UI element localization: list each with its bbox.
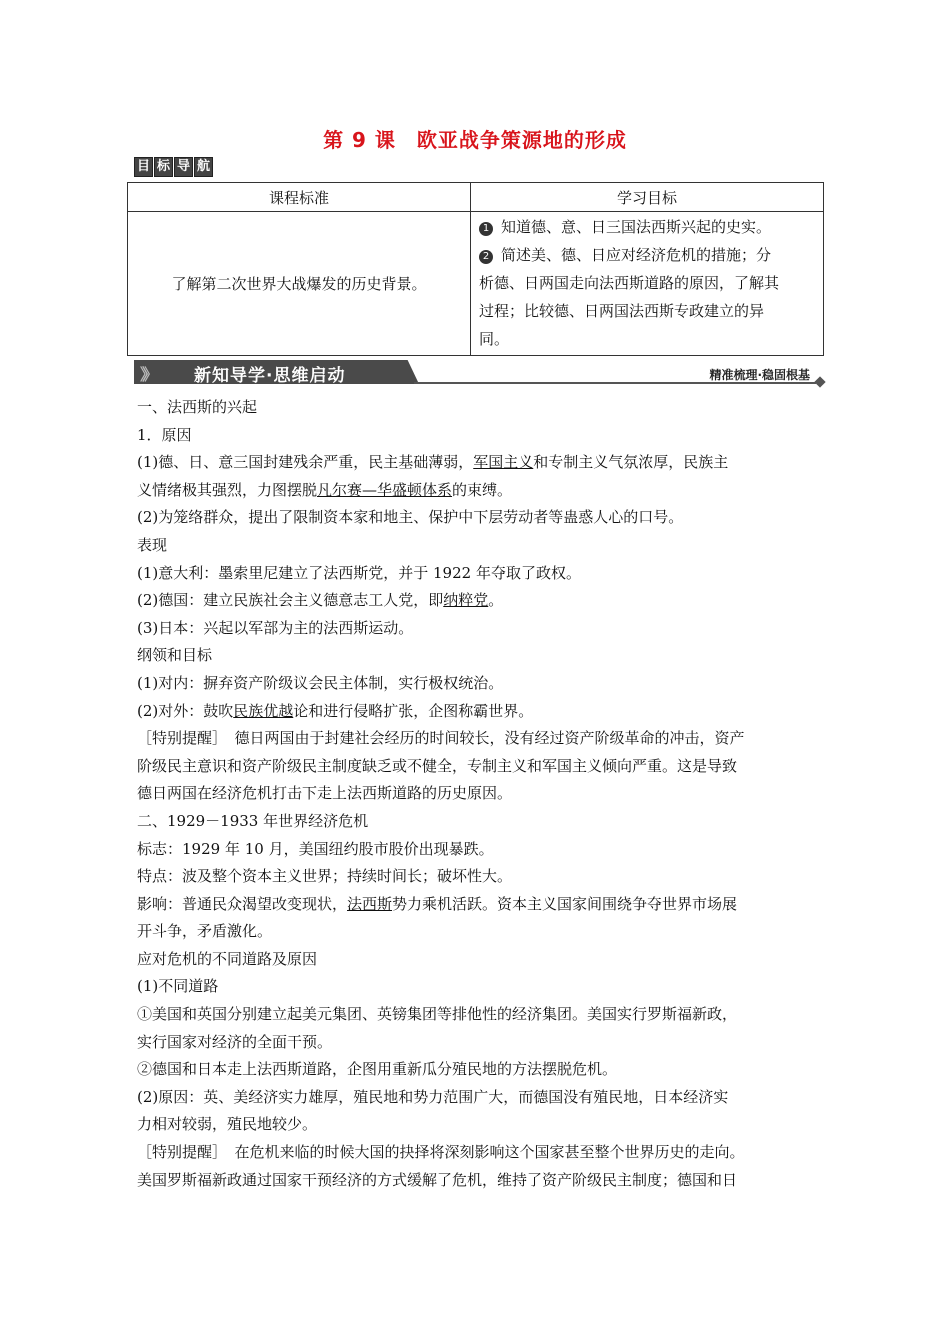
section-badge (134, 157, 213, 177)
paragraph-line: 开斗争，矛盾激化。 (137, 922, 273, 941)
objective-text: 同。 (479, 330, 510, 348)
paragraph-line: 力相对较弱，殖民地较少。 (137, 1115, 318, 1134)
paragraph-line: 义情绪极其强烈，力图摆脱凡尔赛—华盛顿体系的束缚。 (137, 480, 513, 499)
paragraph-line: (1)对内：摒弃资产阶级议会民主体制，实行极权统治。 (137, 673, 504, 692)
lesson-content (137, 394, 817, 1194)
key-term: 军国主义 (473, 453, 534, 472)
objective-item (479, 213, 815, 241)
double-chevron-icon: 》》 (140, 365, 153, 384)
curriculum-standard-cell: 了解第二次世界大战爆发的历史背景。 (128, 212, 471, 356)
heading: 一、法西斯的兴起 (137, 398, 258, 416)
header-curriculum-standard: 课程标准 (128, 183, 471, 212)
paragraph-line: 实行国家对经济的全面干预。 (137, 1032, 333, 1051)
paragraph-line: (1)德、日、意三国封建残余严重，民主基础薄弱，军国主义和专制主义气氛浓厚，民族主 (137, 453, 729, 472)
paragraph-line: (2)对外：鼓吹民族优越论和进行侵略扩张，企图称霸世界。 (137, 701, 534, 720)
key-term: 民族优越 (233, 701, 294, 720)
badge-char: 航 (194, 157, 213, 177)
paragraph-line: ①美国和英国分别建立起美元集团、英镑集团等排他性的经济集团。美国实行罗斯福新政， (137, 1005, 738, 1024)
note-line: 德日两国在经济危机打击下走上法西斯道路的历史原因。 (137, 784, 513, 803)
diamond-icon (814, 376, 825, 387)
subheading: 应对危机的不同道路及原因 (137, 949, 318, 968)
paragraph-line: 标志：1929 年 10 月，美国纽约股市股价出现暴跌。 (137, 839, 494, 858)
number-circle-icon: 2 (479, 250, 493, 264)
banner-label: 新知导学·思维启动 (194, 366, 346, 386)
paragraph-line: ②德国和日本走上法西斯道路，企图用重新瓜分殖民地的方法摆脱危机。 (137, 1060, 618, 1079)
subheading: 1．原因 (137, 425, 192, 444)
key-term: 凡尔赛—华盛顿体系 (317, 480, 453, 499)
note-line: 阶级民主意识和资产阶级民主制度缺乏或不健全，专制主义和军国主义倾向严重。这是导致 (137, 756, 738, 775)
objective-text: 过程；比较德、日两国法西斯专政建立的异 (479, 302, 765, 320)
note-line: ［特别提醒］ 德日两国由于封建社会经历的时间较长，没有经过资产阶级革命的冲击，资产 (137, 729, 745, 748)
key-term: 纳粹党 (443, 591, 489, 610)
learning-objectives-cell (471, 212, 824, 356)
paragraph-line: (2)为笼络群众，提出了限制资本家和地主、保护中下层劳动者等蛊惑人心的口号。 (137, 508, 684, 527)
paragraph-line: 特点：波及整个资本主义世界；持续时间长；破坏性大。 (137, 867, 513, 886)
paragraph-line: (3)日本：兴起以军部为主的法西斯运动。 (137, 618, 414, 637)
objective-item (479, 241, 815, 269)
paragraph-line: (2)德国：建立民族社会主义德意志工人党，即纳粹党。 (137, 591, 504, 610)
number-circle-icon: 1 (479, 222, 493, 236)
table-row (128, 212, 824, 356)
key-term: 法西斯 (347, 894, 393, 913)
paragraph-line: (1)意大利：墨索里尼建立了法西斯党，并于 1922 年夺取了政权。 (137, 563, 581, 582)
heading: 二、1929－1933 年世界经济危机 (137, 811, 369, 830)
paragraph-line: (2)原因：英、美经济实力雄厚，殖民地和势力范围广大，而德国没有殖民地，日本经济实 (137, 1087, 729, 1106)
badge-char: 目 (134, 157, 153, 177)
paragraph-line: (1)不同道路 (137, 977, 219, 996)
objective-text: 析德、日两国走向法西斯道路的原因，了解其 (479, 274, 780, 292)
objective-text: 知道德、意、日三国法西斯兴起的史实。 (501, 218, 772, 236)
table-header-row (128, 183, 824, 212)
note-line: ［特别提醒］ 在危机来临的时候大国的抉择将深刻影响这个国家甚至整个世界历史的走向。 (137, 1143, 745, 1162)
header-learning-objectives: 学习目标 (471, 183, 824, 212)
banner-subtitle: 精准梳理·稳固根基 (709, 368, 810, 382)
note-line: 美国罗斯福新政通过国家干预经济的方式缓解了危机，维持了资产阶级民主制度；德国和日 (137, 1170, 738, 1189)
badge-char: 标 (154, 157, 173, 177)
lesson-title: 第 9 课 欧亚战争策源地的形成 (323, 128, 627, 152)
paragraph-line: 影响：普通民众渴望改变现状，法西斯势力乘机活跃。资本主义国家间围绕争夺世界市场展 (137, 894, 738, 913)
subheading: 表现 (137, 535, 168, 554)
subheading: 纲领和目标 (137, 646, 213, 665)
goals-table (127, 182, 824, 356)
badge-char: 导 (174, 157, 193, 177)
section-banner (134, 358, 824, 386)
objective-text: 简述美、德、日应对经济危机的措施；分 (501, 246, 772, 264)
